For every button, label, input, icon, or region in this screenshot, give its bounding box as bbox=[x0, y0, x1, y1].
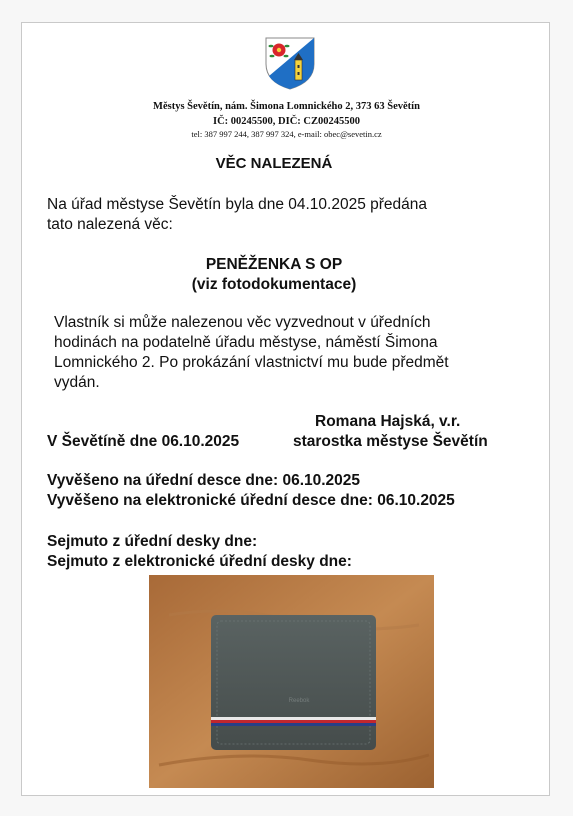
intro-paragraph bbox=[47, 195, 507, 235]
owner-line: hodinách na podatelně úřadu městyse, náměstí Šimona bbox=[54, 334, 438, 351]
document-title: VĚC NALEZENÁ bbox=[215, 155, 333, 172]
signature-name: Romana Hajská, v.r. bbox=[315, 413, 461, 430]
removed-official-board: Sejmuto z úřední desky dne: bbox=[47, 533, 258, 550]
header-ids: IČ: 00245500, DIČ: CZ00245500 bbox=[213, 116, 360, 127]
owner-line: vydán. bbox=[54, 374, 100, 391]
wallet-brand: Reebok bbox=[288, 698, 310, 704]
intro-line: tato nalezená věc: bbox=[47, 216, 173, 233]
wallet-photo bbox=[149, 575, 434, 788]
owner-line: Vlastník si může nalezenou věc vyzvednout v úředních bbox=[54, 314, 431, 331]
found-item-name: PENĚŽENKA S OP bbox=[205, 256, 343, 273]
signature-role: starostka městyse Ševětín bbox=[293, 433, 488, 450]
coat-of-arms-icon bbox=[263, 36, 317, 90]
removed-electronic-board: Sejmuto z elektronické úřední desky dne: bbox=[47, 553, 352, 570]
intro-line: Na úřad městyse Ševětín byla dne 04.10.2025 předána bbox=[47, 196, 428, 213]
document-page bbox=[21, 22, 550, 796]
found-item-note: (viz fotodokumentace) bbox=[191, 276, 357, 293]
signature-place-date: V Ševětíně dne 06.10.2025 bbox=[47, 433, 240, 450]
posted-official-board: Vyvěšeno na úřední desce dne: 06.10.2025 bbox=[47, 472, 361, 489]
header-contacts: tel: 387 997 244, 387 997 324, e-mail: obec@sevetin.cz bbox=[191, 129, 382, 139]
owner-line: Lomnického 2. Po prokázání vlastnictví mu bude předmět bbox=[54, 354, 449, 371]
posted-electronic-board: Vyvěšeno na elektronické úřední desce dne: 06.10.2025 bbox=[47, 492, 455, 509]
owner-instructions bbox=[54, 313, 524, 393]
header-address: Městys Ševětín, nám. Šimona Lomnického 2, 373 63 Ševětín bbox=[153, 101, 420, 112]
